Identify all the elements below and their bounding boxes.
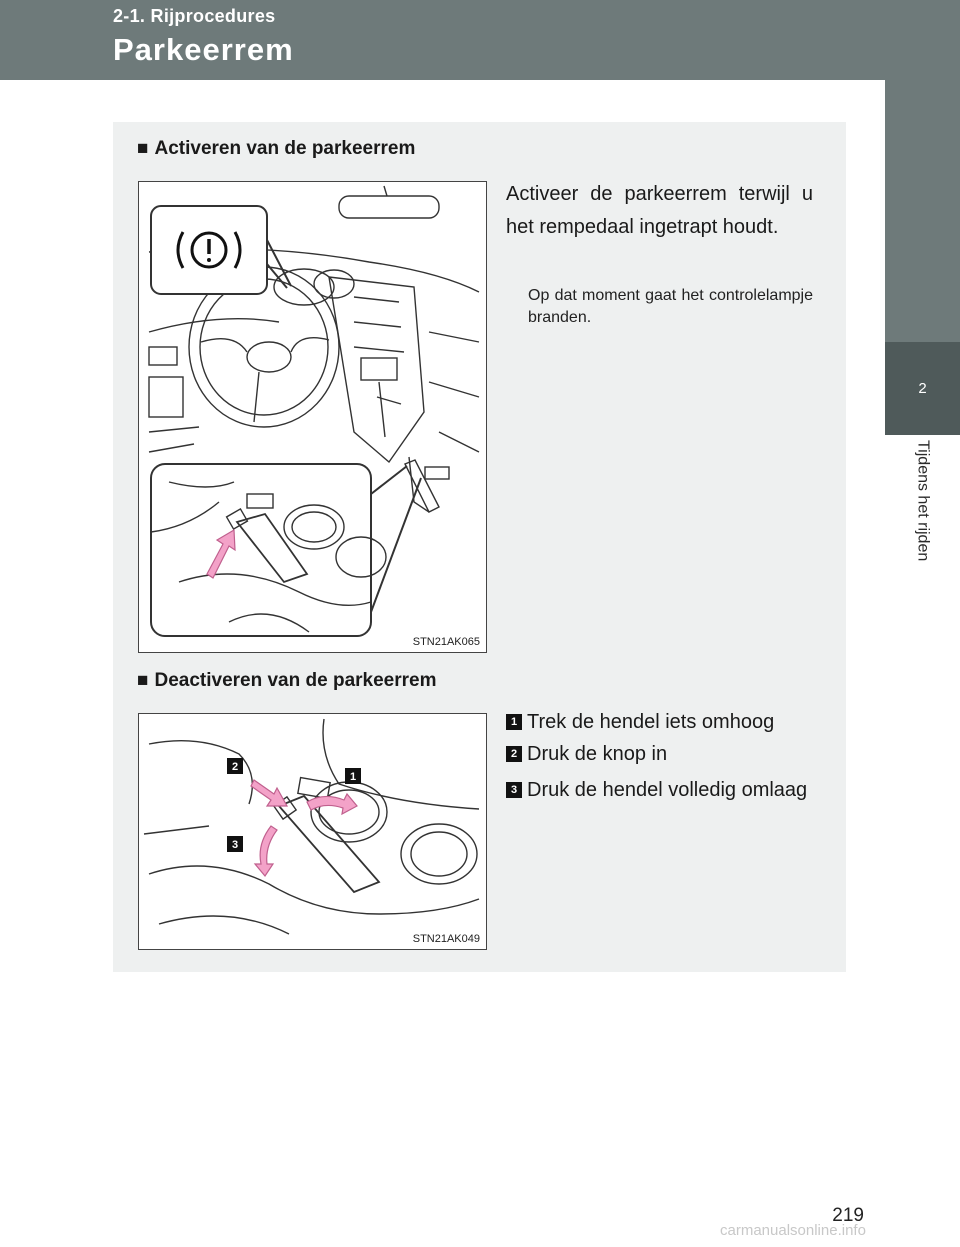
step-number: 3 — [506, 782, 522, 798]
step-text: Druk de knop in — [527, 743, 668, 765]
activate-instruction: Activeer de parkeerrem terwijl u het rempedaal ingetrapt houdt. — [506, 183, 813, 238]
step-text: Druk de hendel volledig omlaag — [527, 779, 808, 801]
figure-code: STN21AK065 — [412, 636, 480, 648]
watermark: carmanualsonline.info — [720, 1222, 866, 1239]
heading-marker: ■ — [137, 138, 149, 159]
callout-2: 2 — [231, 761, 239, 773]
activate-heading — [137, 138, 415, 160]
deactivate-figure — [138, 713, 487, 950]
side-tab-strip — [885, 80, 960, 342]
push-down-arrow — [255, 826, 277, 876]
chapter-tab — [885, 342, 960, 435]
activate-heading-text: Activeren van de parkeerrem — [154, 138, 416, 159]
deactivate-heading — [137, 670, 436, 692]
heading-marker: ■ — [137, 670, 149, 691]
step-text: Trek de hendel iets omhoog — [527, 711, 775, 733]
deactivate-heading-text: Deactiveren van de parkeerrem — [154, 670, 437, 691]
activate-note: Op dat moment gaat het controlelampje branden. — [528, 287, 813, 326]
callout-3: 3 — [231, 839, 239, 851]
activate-figure — [138, 181, 487, 653]
page-number: 219 — [832, 1205, 864, 1226]
lift-arrow — [307, 794, 357, 814]
page-header — [0, 0, 960, 80]
callout-1: 1 — [349, 771, 357, 783]
figure-code: STN21AK049 — [412, 933, 480, 945]
dashboard-illustration — [139, 182, 486, 652]
step-number: 2 — [506, 746, 522, 762]
step-number: 1 — [506, 714, 522, 730]
lever-illustration — [139, 714, 486, 949]
chapter-label — [885, 440, 960, 610]
chapter-label-text: Tijdens het rijden — [914, 440, 932, 562]
chapter-number: 2 — [918, 380, 927, 397]
section-title: 2-1. Rijprocedures — [113, 6, 276, 26]
page-title: Parkeerrem — [113, 32, 294, 67]
press-button-arrow — [251, 780, 287, 806]
